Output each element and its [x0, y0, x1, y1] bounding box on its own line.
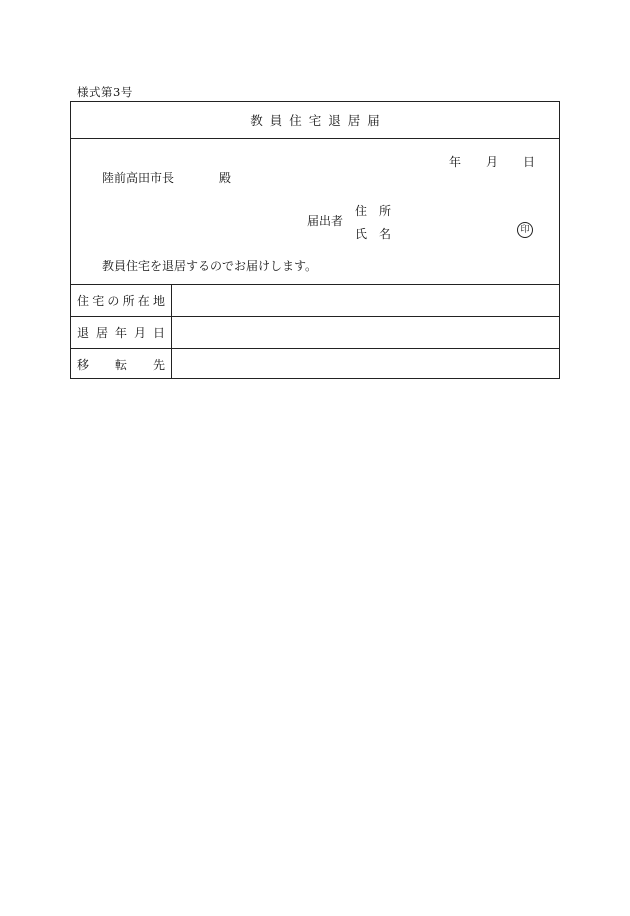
- label-char: の: [107, 294, 120, 308]
- addressee: 陸前高田市長: [102, 171, 175, 185]
- moveout-date-field[interactable]: [172, 317, 559, 348]
- label-char: 年: [114, 326, 127, 340]
- row-label-residence-location: [71, 285, 172, 316]
- form-title: 教員住宅退居届: [250, 113, 387, 128]
- table-row-new-address: [71, 349, 559, 379]
- row-label-new-address: [71, 349, 172, 379]
- residence-location-field[interactable]: [172, 285, 559, 316]
- honorific: 殿: [219, 171, 232, 185]
- seal-mark: 印: [517, 222, 533, 238]
- label-char: 宅: [92, 294, 105, 308]
- label-char: 先: [152, 357, 165, 372]
- label-char: 所: [122, 294, 135, 308]
- address-label: 住所: [355, 204, 404, 218]
- label-char: 日: [152, 326, 165, 340]
- label-char: 居: [95, 326, 108, 340]
- new-address-field[interactable]: [172, 349, 559, 379]
- form-number: 様式第3号: [77, 85, 133, 99]
- notifier-label: 届出者: [307, 214, 344, 228]
- declaration-text: 教員住宅を退居するのでお届けします。: [102, 259, 318, 273]
- name-label: 氏名: [355, 227, 404, 241]
- date-day-label: 日: [523, 155, 536, 169]
- form-body: [71, 139, 559, 285]
- table-row-residence-location: [71, 285, 559, 317]
- date-year-label: 年: [449, 155, 462, 169]
- label-char: 地: [152, 294, 165, 308]
- label-char: 月: [133, 326, 146, 340]
- table-row-moveout-date: [71, 317, 559, 349]
- label-char: 移: [77, 357, 90, 372]
- row-label-moveout-date: [71, 317, 172, 348]
- label-char: 転: [114, 357, 127, 372]
- notification-form: [70, 101, 560, 379]
- date-month-label: 月: [486, 155, 499, 169]
- label-char: 在: [137, 294, 150, 308]
- title-row: [71, 102, 559, 139]
- label-char: 住: [77, 294, 90, 308]
- label-char: 退: [77, 326, 90, 340]
